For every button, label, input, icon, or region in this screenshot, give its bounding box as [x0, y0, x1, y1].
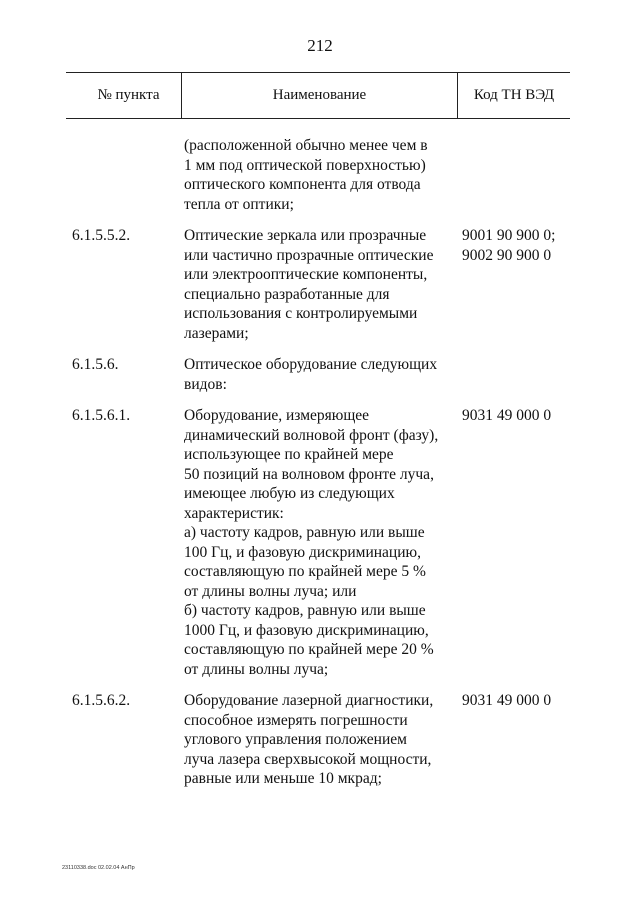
row-name: [184, 355, 462, 394]
header-number: № пункта: [66, 73, 182, 118]
row-name: [184, 226, 462, 343]
name-line: Оборудование лазерной диагностики,: [184, 692, 434, 709]
code-line: 9031 49 000 0: [462, 407, 552, 424]
row-code: [462, 226, 570, 343]
name-line: специально разработанные для: [184, 285, 390, 303]
row-name: [184, 406, 462, 679]
row-code: [462, 136, 570, 214]
name-line: от длины волны луча;: [184, 660, 329, 678]
name-line: (расположенной обычно менее чем в: [184, 137, 428, 154]
table-header: [66, 72, 570, 119]
name-line: или электрооптические компоненты,: [184, 266, 428, 283]
table-body: [66, 136, 570, 789]
name-line: лазерами;: [184, 324, 249, 342]
table-row: [66, 355, 570, 394]
row-code: [462, 355, 570, 394]
table-row: [66, 136, 570, 214]
name-line: а) частоту кадров, равную или выше: [184, 524, 425, 541]
name-line: использования с контролируемыми: [184, 305, 418, 322]
name-line: или частично прозрачные оптические: [184, 246, 434, 264]
name-line: тепла от оптики;: [184, 195, 294, 213]
name-line: имеющее любую из следующих: [184, 485, 395, 502]
name-line: 100 Гц, и фазовую дискриминацию,: [184, 543, 421, 561]
classification-table: [66, 72, 570, 801]
name-line: видов:: [184, 375, 227, 393]
name-line: использующее по крайней мере: [184, 446, 394, 463]
code-line: 9002 90 900 0: [462, 246, 552, 264]
name-line: динамический волновой фронт (фазу),: [184, 426, 439, 444]
code-line: 9031 49 000 0: [462, 692, 552, 709]
name-line: луча лазера сверхвысокой мощности,: [184, 750, 432, 768]
name-line: Оборудование, измеряющее: [184, 407, 370, 424]
code-line: 9001 90 900 0;: [462, 227, 556, 244]
row-number: [66, 136, 184, 214]
name-line: составляющую по крайней мере 20 %: [184, 641, 434, 658]
row-number: 6.1.5.6.2.: [72, 692, 131, 709]
name-line: равные или меньше 10 мкрад;: [184, 770, 382, 787]
name-line: от длины волны луча; или: [184, 582, 357, 600]
name-line: характеристик:: [184, 504, 284, 522]
table-row: [66, 226, 570, 343]
document-footer: 23110338.doc 02.02.04 АнПр: [62, 865, 135, 871]
name-line: способное измерять погрешности: [184, 711, 408, 729]
name-line: Оптические зеркала или прозрачные: [184, 227, 427, 244]
row-number: 6.1.5.6.1.: [72, 407, 131, 424]
row-number: 6.1.5.6.: [72, 356, 119, 373]
name-line: составляющую по крайней мере 5 %: [184, 563, 426, 580]
table-row: [66, 691, 570, 789]
name-line: углового управления положением: [184, 731, 407, 748]
name-line: 1000 Гц, и фазовую дискриминацию,: [184, 621, 429, 639]
name-line: оптического компонента для отвода: [184, 176, 421, 193]
name-line: Оптическое оборудование следующих: [184, 356, 438, 373]
row-number: 6.1.5.5.2.: [72, 227, 131, 244]
row-code: [462, 691, 570, 789]
row-name: [184, 691, 462, 789]
name-line: б) частоту кадров, равную или выше: [184, 602, 426, 619]
header-name: Наименование: [182, 73, 458, 118]
row-code: [462, 406, 570, 679]
page-number: 212: [307, 36, 333, 55]
row-name: [184, 136, 462, 214]
header-code: Код ТН ВЭД: [473, 87, 555, 103]
name-line: 1 мм под оптической поверхностью): [184, 156, 426, 174]
table-row: [66, 406, 570, 679]
name-line: 50 позиций на волновом фронте луча,: [184, 465, 434, 483]
